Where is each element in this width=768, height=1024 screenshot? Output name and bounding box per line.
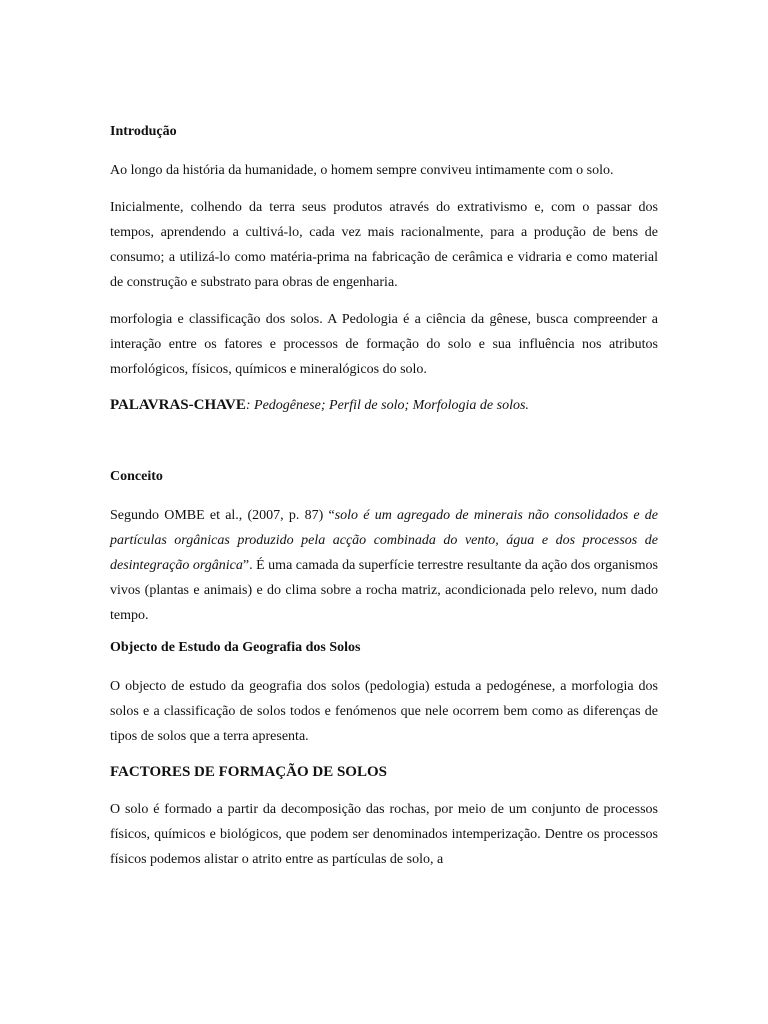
paragraph-intro-1: Ao longo da história da humanidade, o homem sempre conviveu intimamente com o solo. [110, 163, 614, 178]
keywords-list: : Pedogênese; Perfil de solo; Morfologia de solos. [245, 398, 529, 413]
heading-factores: FACTORES DE FORMAÇÃO DE SOLOS [110, 764, 387, 780]
heading-conceito: Conceito [110, 469, 163, 484]
heading-objecto: Objecto de Estudo da Geografia dos Solos [110, 640, 361, 655]
paragraph-objecto: O objecto de estudo da geografia dos solos (pedologia) estuda a pedogénese, a morfologia dos solos e a classificação de solos todos e fenómenos que nele ocorrem bem como as diferenças de tipos de solos que a terra apresenta. [110, 679, 658, 744]
keywords-line [110, 394, 658, 417]
heading-introducao: Introdução [110, 124, 177, 139]
keywords-label: PALAVRAS-CHAVE [110, 397, 246, 413]
conceito-citation: Segundo OMBE et al., (2007, p. 87) “ [110, 508, 335, 523]
paragraph-intro-3: morfologia e classificação dos solos. A Pedologia é a ciência da gênese, busca compreender a interação entre os fatores e processos de formação do solo e sua influência nos atributos morfológicos, físicos, químicos e mineralógicos do solo. [110, 312, 658, 377]
paragraph-factores: O solo é formado a partir da decomposição das rochas, por meio de um conjunto de processos físicos, químicos e biológicos, que podem ser denominados intemperização. Dentre os processos físicos podemos alistar o atrito entre as partículas de solo, a [110, 802, 658, 867]
paragraph-intro-2: Inicialmente, colhendo da terra seus produtos através do extrativismo e, com o passar dos tempos, aprendendo a cultivá-lo, cada vez mais racionalmente, para a produção de bens de consumo; a utilizá-lo como matéria-prima na fabricação de cerâmica e vidraria e como material de construção e substrato para obras de engenharia. [110, 200, 658, 290]
document-body [110, 122, 658, 872]
conceito-continuation: ”. É uma camada da superfície terrestre resultante da ação dos organismos vivos (plantas e animais) e do clima sobre a rocha matriz, acondicionada pelo relevo, num dado tempo. [110, 558, 658, 623]
paragraph-conceito [110, 503, 658, 628]
conceito-quote: solo é um agregado de minerais não consolidados e de partículas orgânicas produzido pela acção combinada do vento, água e dos processos de desintegração orgânica [110, 508, 658, 573]
